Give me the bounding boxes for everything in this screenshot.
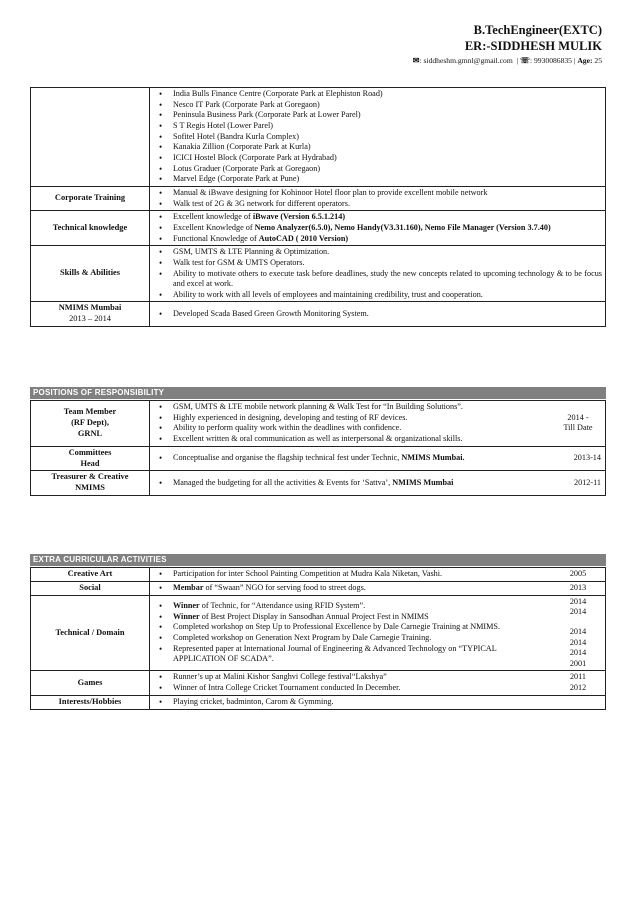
social-row [31, 581, 606, 595]
text: of Best Project Display in Sansodhan Annual Project Fest in NMIMS [199, 611, 429, 621]
text: Conceptualise and organise the flagship technical fest under Technic, [173, 453, 402, 463]
text: Till Date [563, 423, 593, 433]
list-item: • S T Regis Hotel (Lower Parel) [173, 121, 602, 132]
year: 2014 [569, 607, 587, 617]
degree-title: B.TechEngineer(EXTC) [473, 23, 602, 37]
text: 2014 - [567, 412, 589, 422]
list-item [173, 601, 548, 612]
text: Managed the budgeting for all the activities & Events for ‘Sattva’, [173, 478, 393, 488]
year: 2014 [569, 596, 587, 606]
phone-icon: ☏ [519, 56, 530, 65]
games-label: Games [31, 671, 150, 695]
list-item [173, 223, 602, 234]
text-bold: NMIMS Mumbai. [401, 453, 465, 463]
text-bold: AutoCAD ( 2010 Version) [258, 233, 349, 243]
candidate-name: ER:-SIDDHESH MULIK [464, 39, 602, 53]
text: of Technic, for “Attendance using RFID System”. [199, 601, 366, 611]
text-bold: Membar [173, 583, 204, 593]
projects-label-cell [31, 88, 150, 187]
list-item: • Playing cricket, badminton, Carom & Gymming. [173, 697, 602, 708]
technical-domain-label: Technical / Domain [31, 595, 150, 671]
creative-art-row [31, 568, 606, 582]
technical-knowledge-label: Technical knowledge [31, 211, 150, 246]
corporate-training-label: Corporate Training [31, 186, 150, 210]
skills-label: Skills & Abilities [31, 246, 150, 302]
treasurer-year: 2012-11 [551, 471, 606, 496]
text-bold: NMIMS Mumbai [392, 478, 454, 488]
treasurer-label [31, 471, 150, 496]
creative-art-year: 2005 [551, 568, 606, 582]
list-item: • Sofitel Hotel (Bandra Kurla Complex) [173, 132, 602, 143]
text: GRNL [77, 428, 103, 438]
year: 2014 [569, 648, 587, 658]
list-item [173, 453, 548, 464]
age: 25 [594, 56, 602, 65]
text-bold: Winner [173, 611, 200, 621]
list-item: • Walk test of 2G & 3G network for different operators. [173, 199, 602, 210]
list-item: • ICICI Hostel Block (Corporate Park at Hydrabad) [173, 153, 602, 164]
interests-label: Interests/Hobbies [31, 695, 150, 709]
list-item: • Walk test for GSM & UMTS Operators. [173, 258, 602, 269]
year: 2014 [569, 627, 587, 637]
team-member-label [31, 401, 150, 447]
technical-domain-years [551, 595, 606, 671]
list-item: • Highly experienced in designing, developing and testing of RF devices. [173, 413, 548, 424]
year: 2011 [569, 672, 587, 682]
list-item [173, 234, 602, 245]
list-item: • Marvel Edge (Corporate Park at Pune) [173, 174, 602, 185]
age-label: Age: [577, 56, 593, 65]
text: Functional Knowledge of [173, 233, 259, 243]
nmims-label: NMIMS Mumbai [58, 303, 122, 313]
committees-label [31, 446, 150, 471]
committees-row [31, 446, 606, 471]
text: Committees [68, 447, 112, 457]
text: (RF Dept), [71, 417, 109, 427]
list-item [173, 212, 602, 223]
social-year: 2013 [551, 581, 606, 595]
list-item: • Manual & iBwave designing for Kohinoor Hotel floor plan to provide excellent mobile network [173, 188, 602, 199]
projects-row [31, 88, 606, 187]
list-item: • Completed workshop on Step Up to Professional Excellence by Dale Carnegie Training at NMIMS. [173, 622, 548, 633]
treasurer-row [31, 471, 606, 496]
list-item [173, 612, 548, 623]
team-member-row [31, 401, 606, 447]
text: Treasurer & Creative [51, 472, 129, 482]
experience-table [30, 87, 606, 327]
extra-curricular-table [30, 567, 606, 710]
year: 2012 [569, 683, 587, 693]
nmims-label-cell [31, 302, 150, 327]
email[interactable]: : siddheshm.gmnl@gmail.com [419, 56, 513, 65]
text: Excellent Knowledge of [173, 222, 255, 232]
skills-row [31, 246, 606, 302]
list-item: • GSM, UMTS & LTE mobile network planning & Walk Test for “In Building Solutions”. [173, 402, 548, 413]
text-bold: iBwave (Version 6.5.1.214) [252, 212, 346, 222]
phone: : 9930086835 [530, 56, 572, 65]
list-item: • Excellent written & oral communication as well as interpersonal & organizational skills. [173, 434, 548, 445]
social-label: Social [31, 581, 150, 595]
projects-cell [150, 88, 606, 187]
list-item: • Winner of Intra College Cricket Tournament conducted In December. [173, 683, 548, 694]
list-item: • Ability to motivate others to execute task before deadlines, study the new concepts related to upcoming technology & to be focus and excel at work. [173, 269, 602, 290]
text-bold: Winner [173, 601, 200, 611]
list-item: • GSM, UMTS & LTE Planning & Optimization. [173, 247, 602, 258]
creative-art-label: Creative Art [31, 568, 150, 582]
games-years [551, 671, 606, 695]
year: 2001 [569, 658, 587, 668]
games-row [31, 671, 606, 695]
positions-heading: POSITIONS OF RESPONSIBILITY [30, 387, 606, 399]
list-item: • Peninsula Business Park (Corporate Park at Lower Parel) [173, 110, 602, 121]
text: of “Swaan” NGO for serving food to street dogs. [203, 583, 366, 593]
list-item: • Developed Scada Based Green Growth Monitoring System. [173, 309, 602, 320]
year: 2014 [569, 637, 587, 647]
positions-table [30, 400, 606, 496]
list-item: • Completed workshop on Generation Next Program by Dale Carnegie Training. [173, 633, 548, 644]
nmims-row [31, 302, 606, 327]
list-item: • Participation for inter School Painting Competition at Mudra Kala Niketan, Vashi. [173, 569, 548, 580]
list-item: • Lotus Graduer (Corporate Park at Goregaon) [173, 164, 602, 175]
interests-row [31, 695, 606, 709]
list-item: • Nesco IT Park (Corporate Park at Goregaon) [173, 100, 602, 111]
list-item: • Ability to work with all levels of employees and maintaining credibility, trust and cooperation. [173, 290, 602, 301]
list-item [173, 478, 548, 489]
list-item: • Kanakia Zillion (Corporate Park at Kurla) [173, 142, 602, 153]
text: Head [80, 458, 100, 468]
committees-year: 2013-14 [551, 446, 606, 471]
text: Excellent knowledge of [173, 212, 253, 222]
nmims-years: 2013 – 2014 [69, 314, 111, 324]
list-item [173, 583, 548, 594]
list-item: • Represented paper at International Journal of Engineering & Advanced Technology on “TYPICAL APPLICATION OF SCADA”. [173, 644, 548, 665]
resume-header [413, 22, 602, 66]
text: NMIMS [75, 483, 105, 493]
list-item: • India Bulls Finance Centre (Corporate Park at Elephiston Road) [173, 89, 602, 100]
text: Team Member [63, 406, 117, 416]
text-bold: Nemo Analyzer(6.5.0), Nemo Handy(V3.31.160), Nemo File Manager (Version 3.7.40) [254, 222, 551, 232]
technical-knowledge-row [31, 211, 606, 246]
team-member-years [551, 401, 606, 447]
envelope-icon: ✉ [412, 56, 420, 65]
list-item: • Ability to perform quality work within the deadlines with confidence. [173, 423, 548, 434]
corporate-training-row [31, 186, 606, 210]
extra-curricular-heading: EXTRA CURRICULAR ACTIVITIES [30, 554, 606, 566]
contact-line: ✉: siddheshm.gmnl@gmail.com | ☏: 9930086835 | Age: 25 [412, 56, 602, 65]
technical-domain-row [31, 595, 606, 671]
list-item: • Runner’s up at Malini Kishor Sanghvi College festival“Lakshya” [173, 672, 548, 683]
